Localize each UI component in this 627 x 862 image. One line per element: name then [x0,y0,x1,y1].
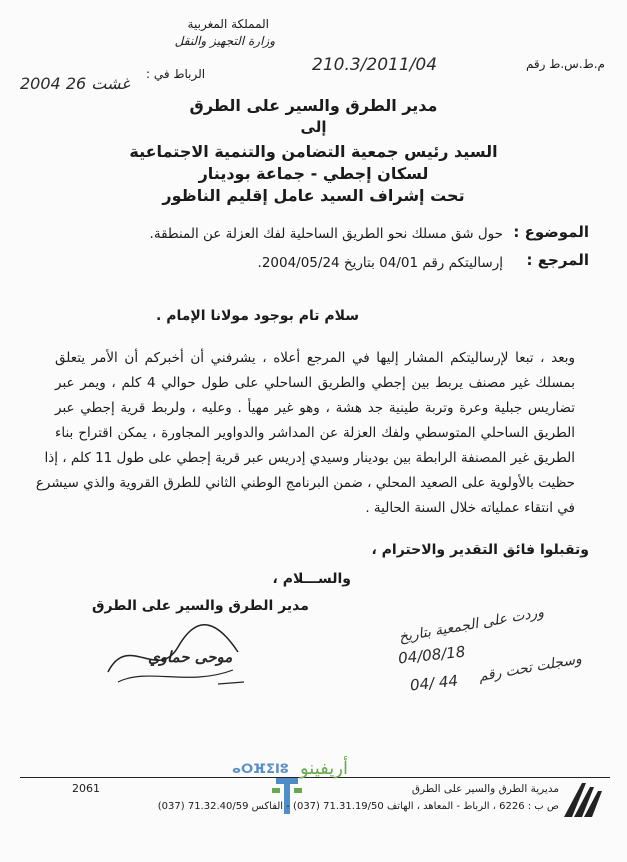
ministry-logo-icon [560,779,606,821]
received-date: 04/08/18 [397,642,467,668]
body-line: الطريق غير المصنفة الرابطة بين بودينار وسيدي إدريس عبر قرية إجطي على طول 11 كلم ، إذا [44,450,575,466]
received-line-2: وسجلت تحت رقم [477,651,583,685]
recipient-line-2: لسكان إجطي - جماعة بودينار [198,164,429,183]
footer-directorate: مديرية الطرق والسير على الطرق [411,783,559,795]
kingdom-label: المملكة المغربية [187,17,269,31]
subject-text: حول شق مسلك نحو الطريق الساحلية لفك العزلة عن المنطقة. [149,226,503,242]
subject-label: الموضوع : [513,223,589,241]
to-word: إلى [300,118,327,136]
footer-code: 2061 [72,782,100,795]
greeting: سلام تام بوجود مولانا الإمام . [156,308,359,324]
closing-formula: وتقبلوا فائق التقدير والاحترام ، [371,542,589,558]
footer-address: ص ب : 6226 ، الرباط - المعاهد ، الهاتف 71.31.19/50 (037) - الفاكس 71.32.40/59 (037) [157,801,559,812]
date-handwritten: 2004 غشت 26 [20,74,130,93]
reference-number-label: م.ط.س.ط رقم [525,57,605,71]
arfino-tifinagh: ⴰⵔⴼⵉⵏⵓ [232,762,289,777]
recipient-line-3: تحت إشراف السيد عامل إقليم الناظور [162,186,465,205]
recipient-line-1: السيد رئيس جمعية التضامن والتنمية الاجتماعية [129,142,498,161]
body-line: في انتقاء عملياته خلال السنة الحالية . [365,500,575,516]
body-line: بمسلك غير مصنف يربط بين إجطي والطريق الساحلي على طول حوالي 4 كلم ، ويمر عبر [55,375,575,391]
handwritten-signature [98,612,248,692]
salutation: والســـلام ، [272,571,351,587]
arfino-arabic: أريفينو [300,758,348,779]
reference-label: المرجع : [526,251,589,269]
place-date-label: الرباط في : [146,67,206,81]
body-line: حظيت بالأولوية على الصعيد المحلي ، ضمن البرنامج الوطني الثاني للطرق القروية والذي سيشرع [35,475,575,491]
received-number: 04/ 44 [409,671,459,695]
body-line: تضاريس جبلية وعرة وتربة طينية جد هشة ، وهو غير مهيأ . وعليه ، ولربط قرية إجطي عبر [55,400,575,416]
signatory-name: موحى حماوي [148,648,233,666]
ministry-label: وزارة التجهيز والنقل [174,34,275,48]
received-line-1: وردت على الجمعية بتاريخ [397,604,546,646]
body-line: الطريق الساحلي المتوسطي ولفك العزلة عن المداشر والدواوير المجاورة ، يمكن اقتراح بناء [55,425,575,441]
signature-title: مدير الطرق والسير على الطرق [92,598,309,614]
reference-text: إرساليتكم رقم 04/01 بتاريخ 2004/05/24. [257,255,503,271]
reference-number-handwritten: 210.3/2011/04 [312,55,438,75]
body-line: وبعد ، تبعا لإرساليتكم المشار إليها في المرجع أعلاه ، يشرفني أن أخبركم أن الأمر يتعلق [55,350,575,366]
sender-title: مدير الطرق والسير على الطرق [189,96,438,115]
